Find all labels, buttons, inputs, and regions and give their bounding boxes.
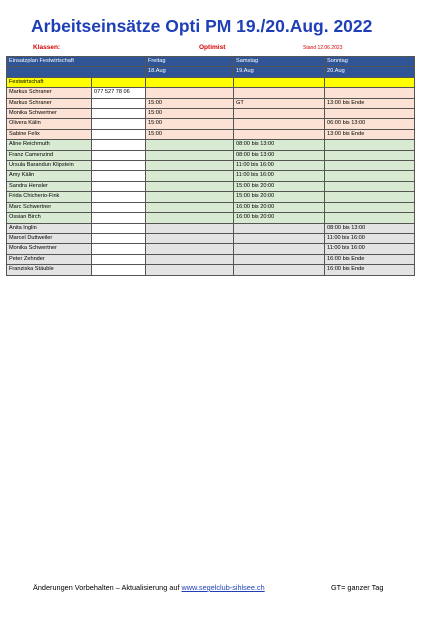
friday-shift [146,171,234,181]
section-label: Festwirtschaft [7,77,92,87]
saturday-shift [234,223,325,233]
friday-shift [146,192,234,202]
person-name: Peter Zehnder [7,254,92,264]
friday-shift [146,161,234,171]
table-row [7,98,415,108]
leader-phone: 077 527 78 06 [92,88,146,98]
table-row [7,181,415,191]
saturday-shift: 16:00 bis 20:00 [234,202,325,212]
saturday-shift: GT [234,98,325,108]
phone-cell [92,140,146,150]
phone-cell [92,265,146,275]
sunday-shift: 13:00 bis Ende [325,98,415,108]
sunday-shift: 13:00 bis Ende [325,129,415,139]
sunday-shift: 11:00 bis 16:00 [325,233,415,243]
person-name: Ursula Barandun Klipstein [7,161,92,171]
table-row [7,109,415,119]
saturday-shift: 08:00 bis 13:00 [234,140,325,150]
phone-cell [92,254,146,264]
person-name: Monika Schwertner [7,244,92,254]
sunday-shift: 11:00 bis 16:00 [325,244,415,254]
header-date-sa: 19.Aug [234,67,325,77]
friday-shift [146,233,234,243]
sunday-shift [325,161,415,171]
friday-shift [146,265,234,275]
person-name: Olivera Kälin [7,119,92,129]
saturday-shift [234,119,325,129]
phone-cell [92,223,146,233]
empty-cell [234,88,325,98]
phone-cell [92,109,146,119]
header-blank [7,67,146,77]
sunday-shift [325,109,415,119]
saturday-shift [234,254,325,264]
header-date-fr: 18.Aug [146,67,234,77]
friday-shift [146,140,234,150]
table-row [7,192,415,202]
table-row [7,223,415,233]
person-name: Aline Reichmuth [7,140,92,150]
phone-cell [92,213,146,223]
friday-shift: 15:00 [146,119,234,129]
schedule-body [7,77,415,275]
saturday-shift [234,129,325,139]
person-name: Markus Schraner [7,98,92,108]
page-title: Arbeitseinsätze Opti PM 19./20.Aug. 2022 [31,16,373,36]
friday-shift [146,244,234,254]
saturday-shift: 11:00 bis 16:00 [234,171,325,181]
sunday-shift: 16:00 bis Ende [325,265,415,275]
friday-shift [146,150,234,160]
table-row [7,129,415,139]
person-name: Franziska Stäuble [7,265,92,275]
saturday-shift [234,265,325,275]
header-day-fr: Freitag [146,57,234,67]
sunday-shift [325,192,415,202]
section-row [7,77,415,87]
empty-cell [325,88,415,98]
person-name: Franz Camenzind [7,150,92,160]
empty-cell [146,77,234,87]
leader-name: Markus Schraner [7,88,92,98]
empty-cell [234,77,325,87]
klasse-value: Optimist [199,44,226,51]
table-row [7,265,415,275]
header-day-so: Sonntag [325,57,415,67]
person-name: Anita Inglin [7,223,92,233]
saturday-shift: 15:00 bis 20:00 [234,181,325,191]
person-name: Frida Chicherio-Fink [7,192,92,202]
table-row [7,202,415,212]
person-name: Sabine Felix [7,129,92,139]
saturday-shift: 11:00 bis 16:00 [234,161,325,171]
saturday-shift: 08:00 bis 13:00 [234,150,325,160]
person-name: Sandra Hensler [7,181,92,191]
table-row [7,119,415,129]
phone-cell [92,150,146,160]
leader-row [7,88,415,98]
sunday-shift [325,140,415,150]
sunday-shift: 08:00 bis 13:00 [325,223,415,233]
stand-date: Stand 12.06.2023 [303,45,343,51]
phone-cell [92,202,146,212]
friday-shift [146,213,234,223]
website-link[interactable]: www.segelclub-sihlsee.ch [181,583,265,592]
friday-shift [146,254,234,264]
header-plan-title: Einsatzplan Festwirtschaft [7,57,146,67]
phone-cell [92,244,146,254]
empty-cell [146,88,234,98]
sunday-shift [325,181,415,191]
sunday-shift [325,171,415,181]
person-name: Monika Schwertner [7,109,92,119]
phone-cell [92,192,146,202]
phone-cell [92,161,146,171]
person-name: Marcel Duttweiler [7,233,92,243]
footer-text: Änderungen Vorbehalten – Aktualisierung auf [33,583,180,592]
phone-cell [92,171,146,181]
friday-shift: 15:00 [146,109,234,119]
phone-cell [92,98,146,108]
saturday-shift: 16:00 bis 20:00 [234,213,325,223]
header-day-sa: Samstag [234,57,325,67]
sunday-shift: 06:00 bis 13:00 [325,119,415,129]
table-row [7,161,415,171]
footer-note [33,583,265,592]
phone-cell [92,129,146,139]
friday-shift [146,181,234,191]
phone-cell [92,233,146,243]
table-row [7,244,415,254]
phone-cell [92,181,146,191]
table-row [7,171,415,181]
klassen-label: Klassen: [33,44,61,51]
sunday-shift [325,202,415,212]
friday-shift [146,202,234,212]
table-row [7,150,415,160]
gt-legend: GT= ganzer Tag [331,583,384,592]
saturday-shift [234,109,325,119]
empty-cell [92,77,146,87]
saturday-shift [234,233,325,243]
sunday-shift [325,150,415,160]
friday-shift [146,223,234,233]
empty-cell [325,77,415,87]
schedule-header [7,57,415,78]
friday-shift: 15:00 [146,98,234,108]
saturday-shift: 15:00 bis 20:00 [234,192,325,202]
table-row [7,254,415,264]
saturday-shift [234,244,325,254]
phone-cell [92,119,146,129]
table-row [7,140,415,150]
person-name: Amy Kälin [7,171,92,181]
person-name: Marc Schwertner [7,202,92,212]
sunday-shift [325,213,415,223]
sunday-shift: 16:00 bis Ende [325,254,415,264]
table-row [7,213,415,223]
friday-shift: 15:00 [146,129,234,139]
schedule-table [6,56,415,276]
table-row [7,233,415,243]
header-date-so: 20.Aug [325,67,415,77]
person-name: Ossian Birch [7,213,92,223]
